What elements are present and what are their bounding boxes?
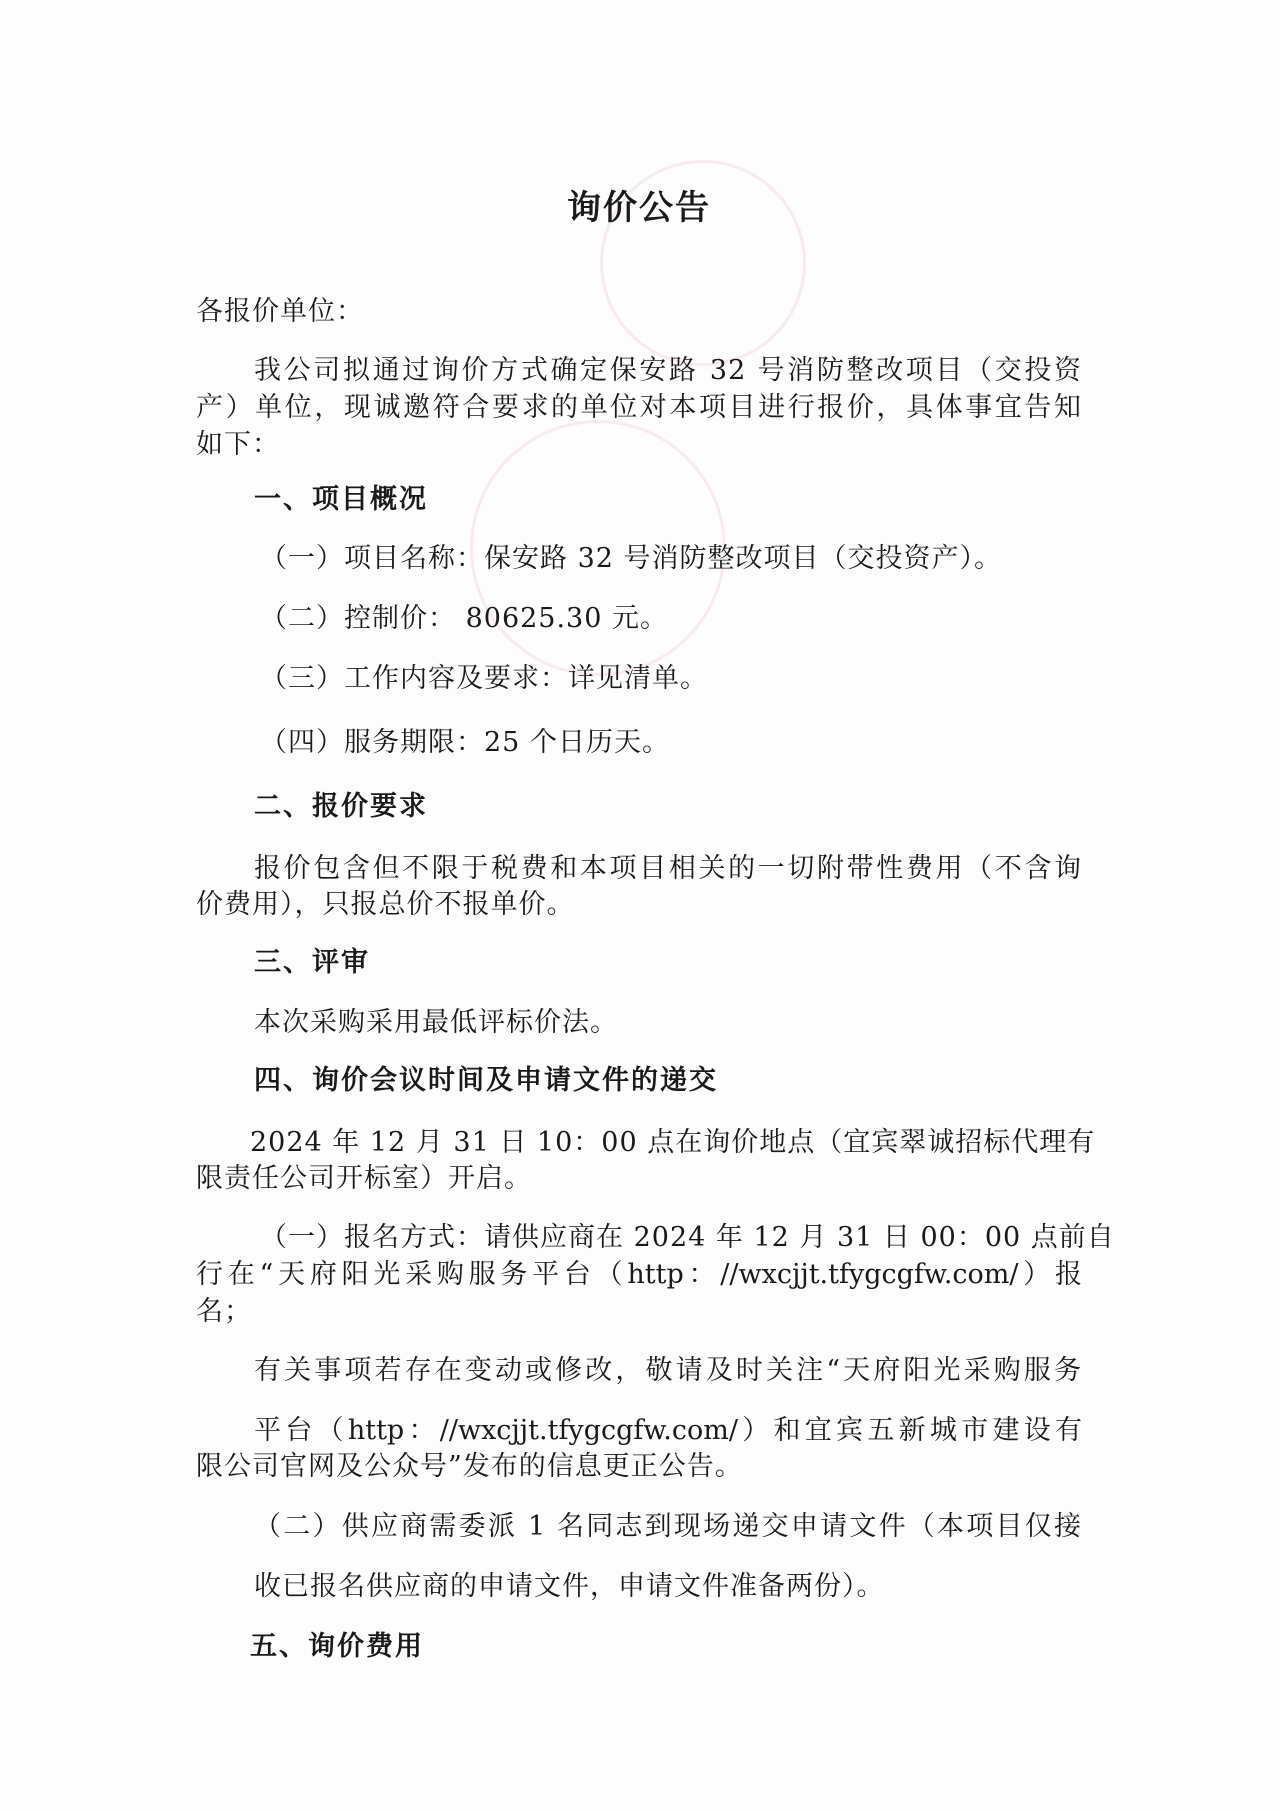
section-1-item-1: （一）项目名称：保安路 32 号消防整改项目（交投资产）。 bbox=[260, 543, 1003, 574]
section-1-item-3: （三）工作内容及要求：详见清单。 bbox=[260, 663, 708, 694]
section-1-heading: 一、项目概况 bbox=[254, 484, 428, 515]
section-4-paragraph-3-line-3: 限公司官网及公众号”发布的信息更正公告。 bbox=[196, 1451, 743, 1482]
section-4-paragraph-3-line-2: 平台（http：//wxcjjt.tfygcgfw.com/）和宜宾五新城市建设有 bbox=[254, 1415, 1082, 1446]
section-4-paragraph-1-line-2: 限责任公司开标室）开启。 bbox=[196, 1163, 532, 1194]
section-3-heading: 三、评审 bbox=[254, 947, 370, 978]
section-4-paragraph-2-line-1: （一）报名方式：请供应商在 2024 年 12 月 31 日 00：00 点前自 bbox=[260, 1222, 1115, 1253]
section-2-line-2: 价费用），只报总价不报单价。 bbox=[196, 889, 575, 920]
section-4-paragraph-4-line-2: 收已报名供应商的申请文件，申请文件准备两份）。 bbox=[254, 1571, 885, 1602]
section-1-item-4: （四）服务期限：25 个日历天。 bbox=[260, 727, 670, 758]
intro-paragraph-line-3: 如下： bbox=[196, 429, 280, 460]
section-4-paragraph-2-line-2: 行在“天府阳光采购服务平台（http：//wxcjjt.tfygcgfw.com/）报 bbox=[196, 1259, 1082, 1290]
section-1-item-2: （二）控制价： 80625.30 元。 bbox=[260, 603, 668, 634]
page-title: 询价公告 bbox=[567, 188, 711, 228]
intro-paragraph-line-1: 我公司拟通过询价方式确定保安路 32 号消防整改项目（交投资 bbox=[254, 355, 1082, 386]
section-4-paragraph-1-line-1: 2024 年 12 月 31 日 10：00 点在询价地点（宜宾翠诚招标代理有 bbox=[250, 1127, 1096, 1158]
intro-paragraph-line-2: 产）单位，现诚邀符合要求的单位对本项目进行报价，具体事宜告知 bbox=[196, 392, 1082, 423]
section-4-paragraph-2-line-3: 名； bbox=[196, 1296, 252, 1327]
section-4-paragraph-4-line-1: （二）供应商需委派 1 名同志到现场递交申请文件（本项目仅接 bbox=[254, 1511, 1082, 1542]
section-2-heading: 二、报价要求 bbox=[254, 791, 428, 822]
section-4-paragraph-3-line-1: 有关事项若存在变动或修改，敬请及时关注“天府阳光采购服务 bbox=[254, 1355, 1082, 1386]
section-3-line-1: 本次采购采用最低评标价法。 bbox=[254, 1007, 618, 1038]
section-2-line-1: 报价包含但不限于税费和本项目相关的一切附带性费用（不含询 bbox=[254, 853, 1082, 884]
section-5-heading: 五、询价费用 bbox=[250, 1631, 424, 1662]
section-4-heading: 四、询价会议时间及申请文件的递交 bbox=[254, 1065, 718, 1096]
salutation: 各报价单位： bbox=[196, 296, 364, 327]
